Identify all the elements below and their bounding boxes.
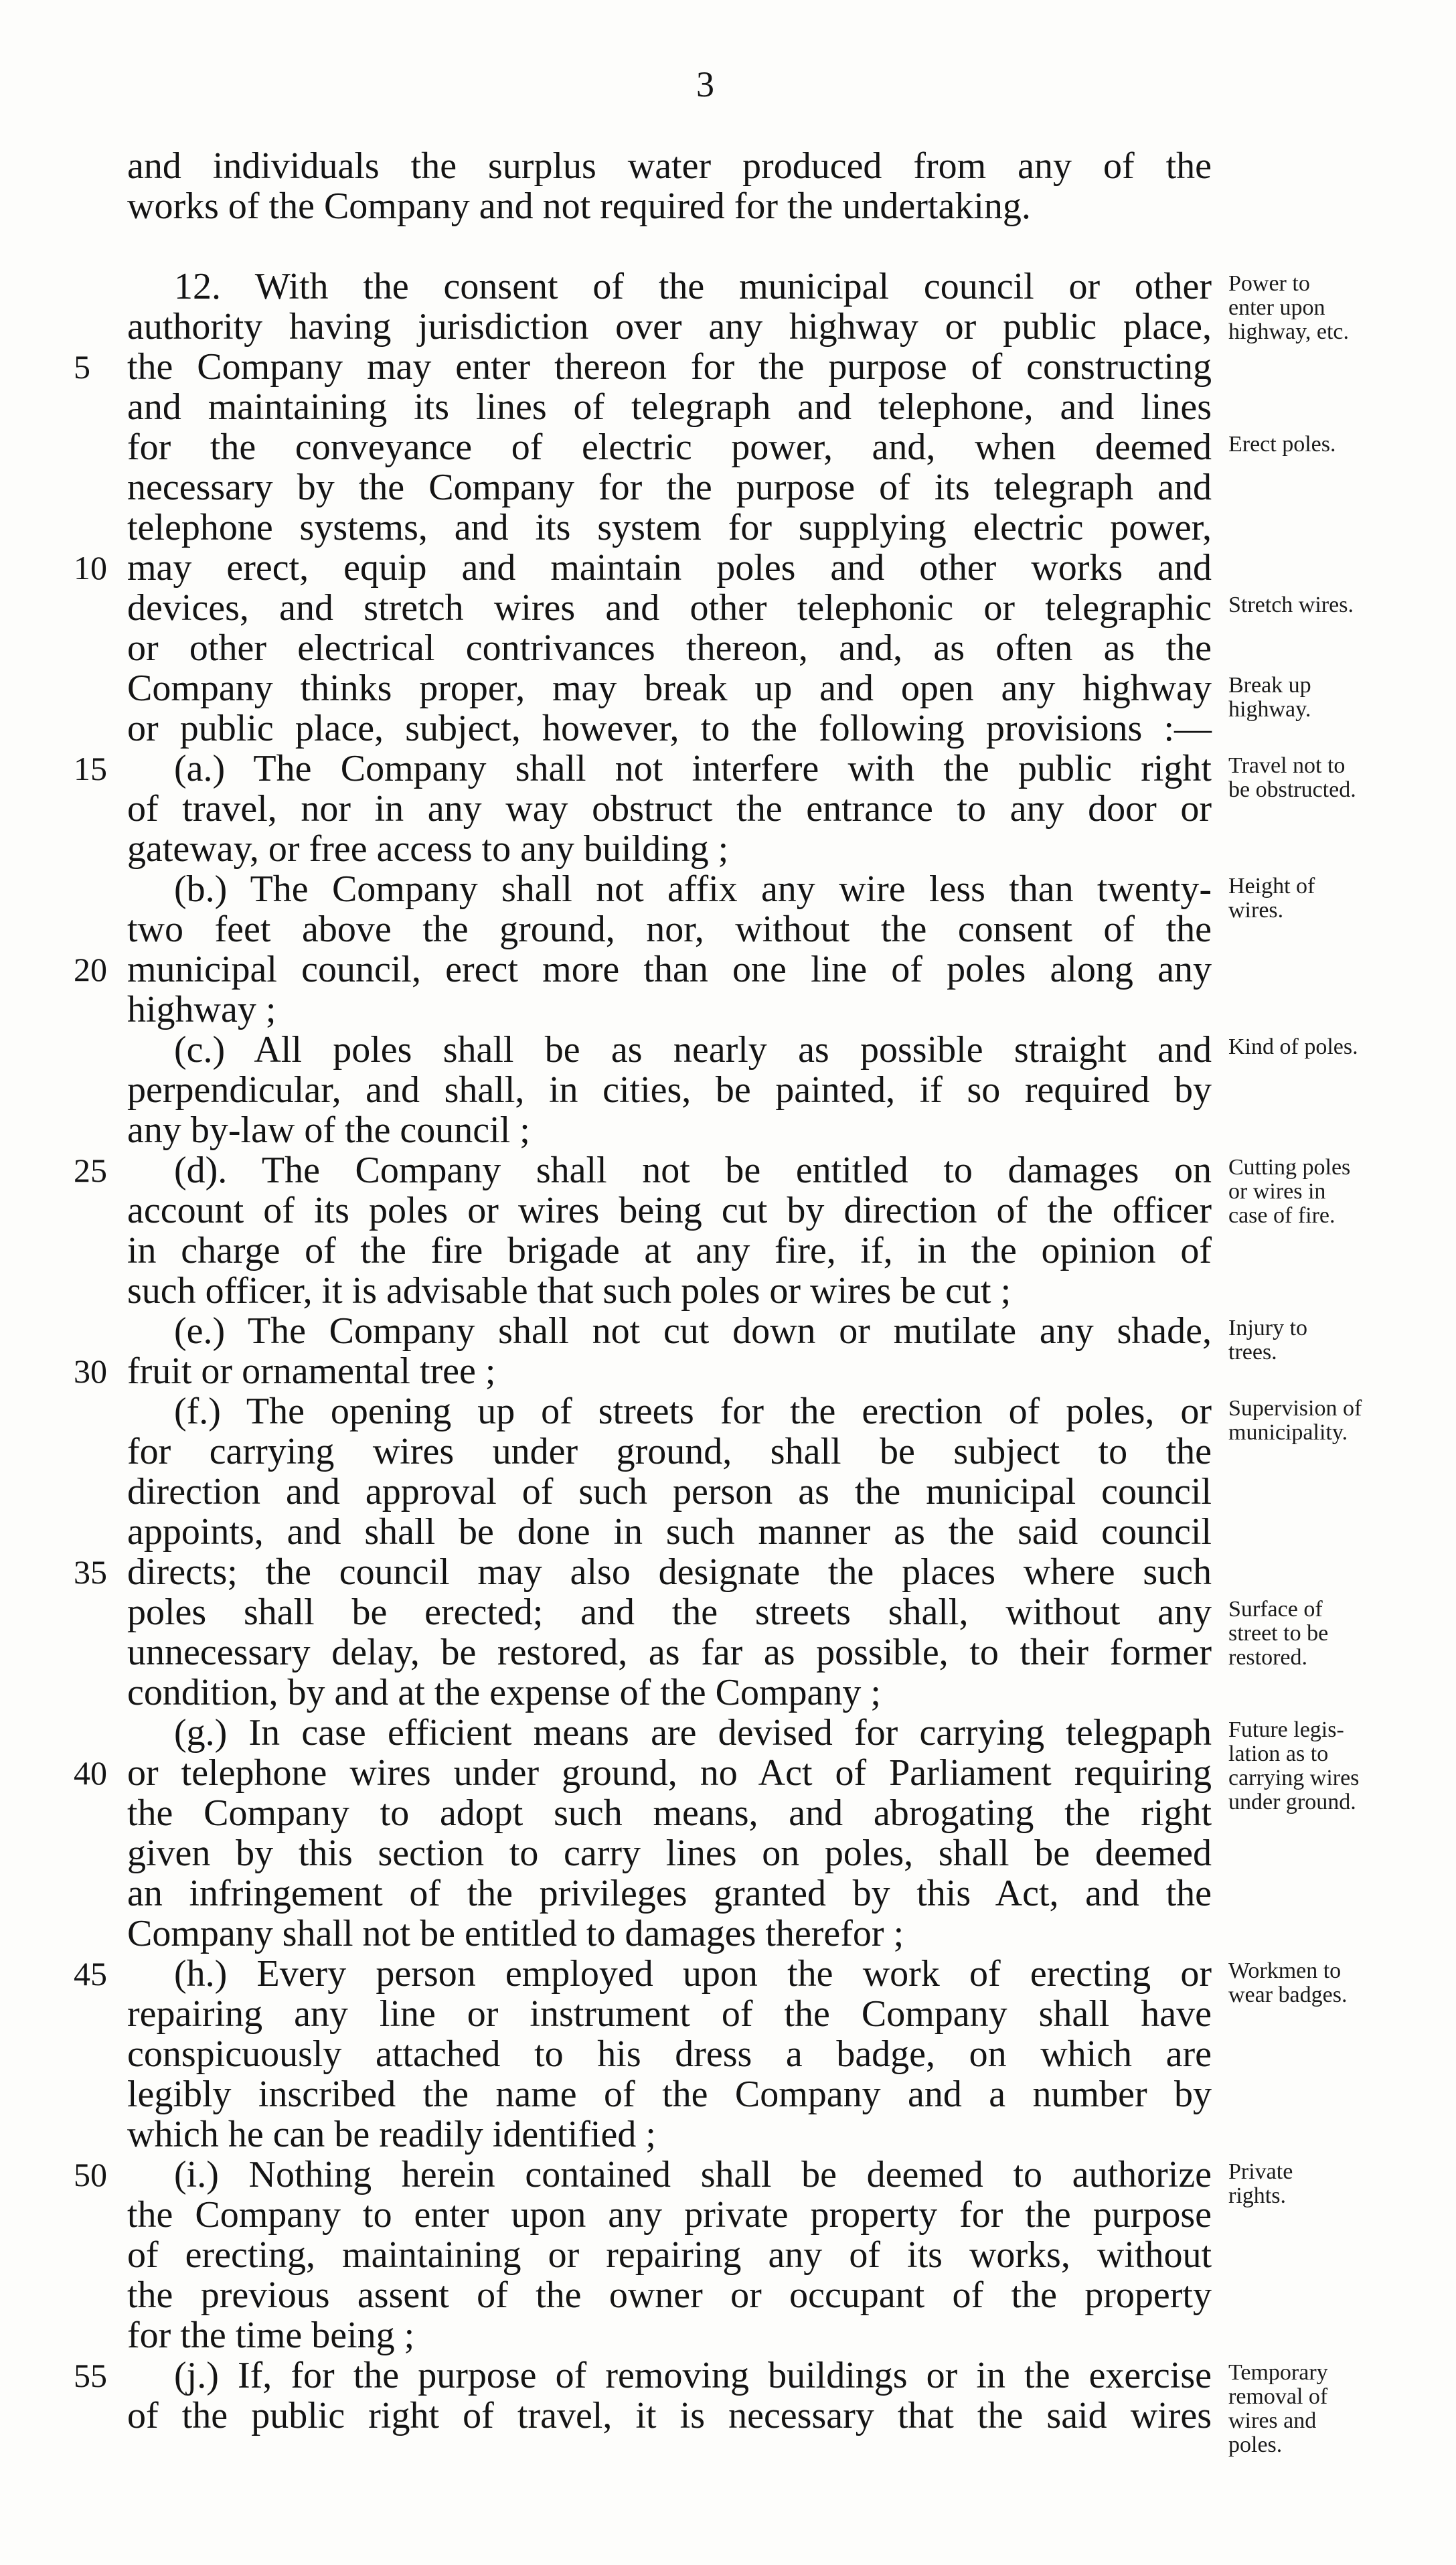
- text-line: authority having jurisdiction over any highway or public place,: [127, 306, 1212, 347]
- margin-note-line: highway, etc.: [1228, 319, 1350, 344]
- text-line: in charge of the fire brigade at any fire, if, in the opinion of: [127, 1230, 1212, 1271]
- text-line: works of the Company and not required for the undertaking.: [127, 185, 1031, 227]
- margin-note-line: Temporary: [1228, 2360, 1328, 2385]
- text-line: which he can be readily identified ;: [127, 2114, 656, 2155]
- margin-note-line: Workmen to: [1228, 1958, 1342, 1983]
- text-line: an infringement of the privileges granted by this Act, and the: [127, 1873, 1212, 1914]
- text-line: (d). The Company shall not be entitled to damages on: [174, 1150, 1212, 1191]
- line-number: 25: [74, 1152, 107, 1189]
- text-line: 12. With the consent of the municipal council or other: [174, 266, 1212, 307]
- line-number: 10: [74, 549, 107, 587]
- text-line: for the time being ;: [127, 2315, 415, 2356]
- text-line: condition, by and at the expense of the Company ;: [127, 1672, 881, 1713]
- text-line: any by-law of the council ;: [127, 1109, 530, 1151]
- line-number: 45: [74, 1955, 107, 1993]
- margin-note-line: Future legis-: [1228, 1717, 1344, 1742]
- margin-note-line: Travel not to: [1228, 753, 1346, 778]
- text-line: or telephone wires under ground, no Act of Parliament requiring: [127, 1752, 1212, 1794]
- line-number: 5: [74, 348, 90, 386]
- text-line: repairing any line or instrument of the Company shall have: [127, 1993, 1212, 2035]
- line-number: 35: [74, 1553, 107, 1591]
- text-line: (a.) The Company shall not interfere with the public right: [174, 748, 1212, 789]
- margin-note-line: Break up: [1228, 673, 1311, 698]
- text-line: the Company to enter upon any private property for the purpose: [127, 2194, 1212, 2236]
- margin-note-line: restored.: [1228, 1645, 1308, 1670]
- margin-note-line: Erect poles.: [1228, 432, 1336, 457]
- text-line: directs; the council may also designate the places where such: [127, 1551, 1212, 1593]
- text-line: poles shall be erected; and the streets shall, without any: [127, 1591, 1212, 1633]
- text-line: perpendicular, and shall, in cities, be painted, if so required by: [127, 1069, 1212, 1111]
- text-line: such officer, it is advisable that such poles or wires be cut ;: [127, 1270, 1012, 1312]
- margin-note-line: carrying wires: [1228, 1766, 1360, 1790]
- text-line: given by this section to carry lines on poles, shall be deemed: [127, 1833, 1212, 1874]
- margin-note-line: Kind of poles.: [1228, 1034, 1358, 1059]
- text-line: the Company to adopt such means, and abrogating the right: [127, 1792, 1212, 1834]
- margin-note-line: municipality.: [1228, 1420, 1348, 1445]
- margin-note-line: wires.: [1228, 898, 1284, 923]
- margin-note-line: Injury to: [1228, 1316, 1308, 1340]
- margin-note-line: rights.: [1228, 2183, 1286, 2208]
- text-line: fruit or ornamental tree ;: [127, 1350, 496, 1392]
- text-line: (b.) The Company shall not affix any wire less than twenty-: [174, 868, 1212, 910]
- text-line: gateway, or free access to any building ;: [127, 828, 729, 870]
- line-number: 40: [74, 1754, 107, 1792]
- text-line: two feet above the ground, nor, without the consent of the: [127, 909, 1212, 950]
- text-line: the Company may enter thereon for the purpose of constructing: [127, 346, 1212, 388]
- margin-note-line: Cutting poles: [1228, 1155, 1351, 1180]
- text-line: account of its poles or wires being cut by direction of the officer: [127, 1190, 1212, 1231]
- margin-note-line: under ground.: [1228, 1790, 1356, 1814]
- margin-note-line: trees.: [1228, 1340, 1277, 1365]
- text-line: (g.) In case efficient means are devised for carrying telegpaph: [174, 1712, 1212, 1754]
- margin-note-line: Supervision of: [1228, 1396, 1362, 1421]
- margin-note-line: wires and: [1228, 2408, 1317, 2433]
- text-line: legibly inscribed the name of the Company and a number by: [127, 2074, 1212, 2115]
- text-line: (c.) All poles shall be as nearly as possible straight and: [174, 1029, 1212, 1071]
- margin-note-line: Stretch wires.: [1228, 593, 1354, 617]
- text-line: (h.) Every person employed upon the work of erecting or: [174, 1953, 1212, 1995]
- text-line: may erect, equip and maintain poles and other works and: [127, 547, 1212, 589]
- text-line: Company shall not be entitled to damages therefor ;: [127, 1913, 904, 1954]
- text-line: and individuals the surplus water produced from any of the: [127, 145, 1212, 187]
- margin-note-line: lation as to: [1228, 1741, 1329, 1766]
- margin-note-line: or wires in: [1228, 1179, 1326, 1204]
- margin-note-line: case of fire.: [1228, 1203, 1336, 1228]
- text-line: (j.) If, for the purpose of removing buildings or in the exercise: [174, 2355, 1212, 2396]
- text-line: conspicuously attached to his dress a badge, on which are: [127, 2033, 1212, 2075]
- margin-note-line: highway.: [1228, 697, 1311, 722]
- page-number: 3: [696, 64, 714, 104]
- margin-note-line: be obstructed.: [1228, 777, 1356, 802]
- text-line: or public place, subject, however, to the following provisions :—: [127, 708, 1212, 749]
- line-number: 20: [74, 951, 107, 988]
- text-line: direction and approval of such person as the municipal council: [127, 1471, 1212, 1512]
- margin-note-line: Height of: [1228, 874, 1315, 899]
- line-number: 55: [74, 2357, 107, 2394]
- text-line: (f.) The opening up of streets for the erection of poles, or: [174, 1391, 1212, 1432]
- text-line: and maintaining its lines of telegraph and telephone, and lines: [127, 386, 1212, 428]
- margin-note-line: Surface of: [1228, 1597, 1323, 1622]
- line-number: 50: [74, 2156, 107, 2193]
- margin-note-line: street to be: [1228, 1621, 1329, 1646]
- text-line: municipal council, erect more than one line of poles along any: [127, 949, 1212, 990]
- text-line: the previous assent of the owner or occupant of the property: [127, 2274, 1212, 2316]
- line-number: 30: [74, 1352, 107, 1390]
- text-line: of travel, nor in any way obstruct the entrance to any door or: [127, 788, 1212, 830]
- margin-note-line: Private: [1228, 2159, 1293, 2184]
- text-line: Company thinks proper, may break up and open any highway: [127, 668, 1212, 709]
- text-line: (e.) The Company shall not cut down or mutilate any shade,: [174, 1310, 1212, 1352]
- text-line: of the public right of travel, it is necessary that the said wires: [127, 2395, 1212, 2436]
- text-line: [127, 226, 1212, 266]
- margin-note-line: enter upon: [1228, 295, 1325, 320]
- text-line: devices, and stretch wires and other telephonic or telegraphic: [127, 587, 1212, 629]
- text-line: highway ;: [127, 989, 276, 1030]
- text-line: of erecting, maintaining or repairing any of its works, without: [127, 2234, 1212, 2276]
- margin-note-line: wear badges.: [1228, 1983, 1348, 2007]
- text-line: appoints, and shall be done in such manner as the said council: [127, 1511, 1212, 1553]
- margin-note-line: poles.: [1228, 2432, 1283, 2457]
- text-line: or other electrical contrivances thereon, and, as often as the: [127, 627, 1212, 669]
- line-number: 15: [74, 750, 107, 787]
- margin-note-line: removal of: [1228, 2384, 1328, 2409]
- margin-note-line: Power to: [1228, 271, 1310, 296]
- text-line: for carrying wires under ground, shall be subject to the: [127, 1431, 1212, 1472]
- text-line: (i.) Nothing herein contained shall be deemed to authorize: [174, 2154, 1212, 2195]
- text-line: unnecessary delay, be restored, as far as possible, to their former: [127, 1632, 1212, 1673]
- text-line: necessary by the Company for the purpose of its telegraph and: [127, 467, 1212, 508]
- text-line: telephone systems, and its system for supplying electric power,: [127, 507, 1212, 548]
- text-line: for the conveyance of electric power, and, when deemed: [127, 426, 1212, 468]
